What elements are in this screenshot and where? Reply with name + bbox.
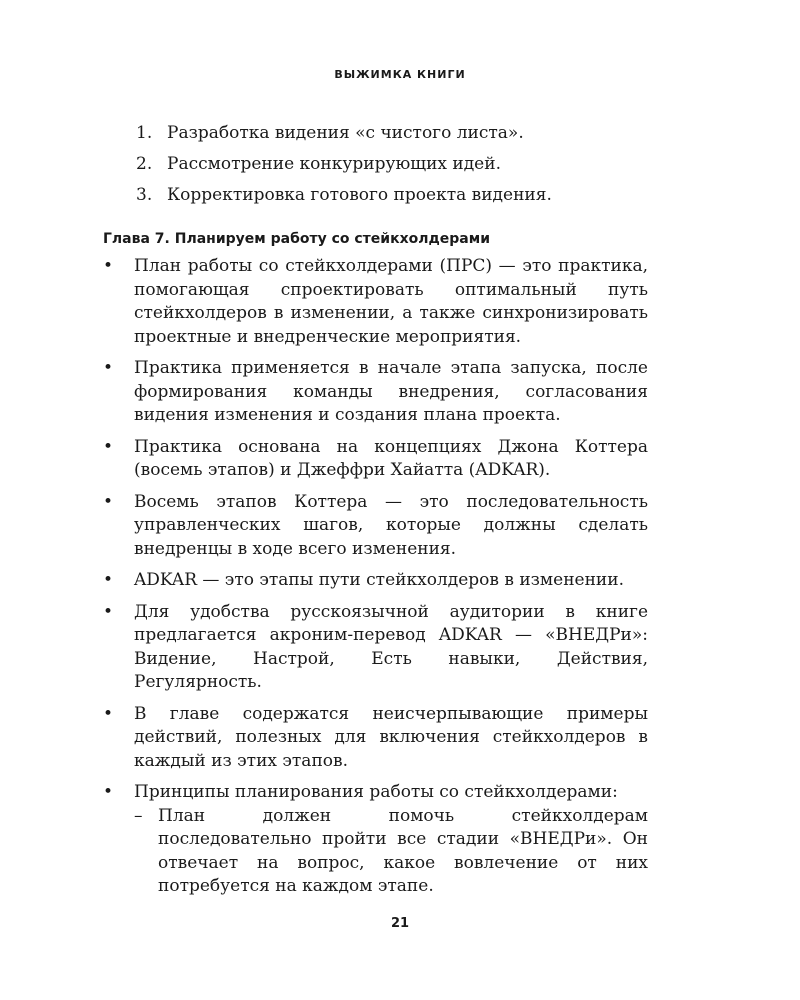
bullet-item — [103, 491, 648, 562]
bullet-item — [103, 569, 648, 593]
bullet-marker: • — [103, 436, 114, 457]
bullet-item — [103, 601, 648, 695]
bullet-marker: • — [103, 782, 114, 802]
bullet-text: ADKAR — это этапы пути стейкхолдеров в изменении. — [134, 570, 624, 590]
item-number: 2. — [136, 154, 153, 174]
bullet-text: Для удобства русскоязычной аудитории в книге предлагается акроним-перевод ADKAR — «ВНЕДРи»: Видение, Настрой, Есть навыки, Действия, Регулярность. — [134, 601, 648, 692]
bullet-marker: • — [103, 703, 114, 724]
numbered-list — [103, 118, 648, 211]
page-number: 21 — [390, 916, 410, 931]
sub-item — [134, 805, 648, 899]
sub-item-text: План должен помочь стейкхолдерам последовательно пройти все стадии «ВНЕДРи». Он отвечает на вопрос, какое вовлечение от них потребуется на каждом этапе. — [158, 805, 648, 896]
bullet-marker: • — [103, 358, 114, 378]
bullet-text: Практика применяется в начале этапа запуска, после формирования команды внедрения, согласования видения изменения и создания плана проекта. — [134, 358, 648, 425]
bullet-item — [103, 255, 648, 349]
page-content — [103, 118, 648, 899]
bullet-text: Принципы планирования работы со стейкхолдерами: — [134, 782, 618, 802]
bullet-marker: • — [103, 570, 114, 590]
bullet-item — [103, 703, 648, 774]
running-head: ВЫЖИМКА КНИГИ — [334, 68, 466, 81]
bullet-list — [103, 255, 648, 899]
bullet-text: Восемь этапов Коттера — это последовательность управленческих шагов, которые должны сделать внедренцы в ходе всего изменения. — [134, 491, 648, 559]
bullet-marker: • — [103, 491, 114, 512]
bullet-marker: • — [103, 601, 114, 622]
sub-list — [134, 805, 648, 899]
numbered-item — [103, 149, 648, 180]
item-text: Рассмотрение конкурирующих идей. — [167, 154, 501, 174]
bullet-text: В главе содержатся неисчерпывающие примеры действий, полезных для включения стейкхолдеров в каждый из этих этапов. — [134, 703, 648, 771]
bullet-item — [103, 781, 648, 899]
item-number: 1. — [136, 123, 153, 143]
chapter-heading: Глава 7. Планируем работу со стейкхолдерами — [103, 231, 491, 247]
bullet-item — [103, 357, 648, 428]
bullet-marker: • — [103, 256, 114, 276]
item-text: Корректировка готового проекта видения. — [167, 185, 552, 205]
item-number: 3. — [136, 185, 153, 205]
numbered-item — [103, 180, 648, 211]
bullet-text: Практика основана на концепциях Джона Коттера (восемь этапов) и Джеффри Хайатта (ADKAR). — [134, 436, 648, 480]
bullet-text: План работы со стейкхолдерами (ПРС) — это практика, помогающая спроектировать оптимальный путь стейкхолдеров в изменении, а также синхронизировать проектные и внедренческие мероприятия. — [134, 256, 648, 347]
numbered-item — [103, 118, 648, 149]
dash-marker: – — [134, 805, 143, 826]
bullet-item — [103, 436, 648, 483]
item-text: Разработка видения «с чистого листа». — [167, 123, 524, 143]
